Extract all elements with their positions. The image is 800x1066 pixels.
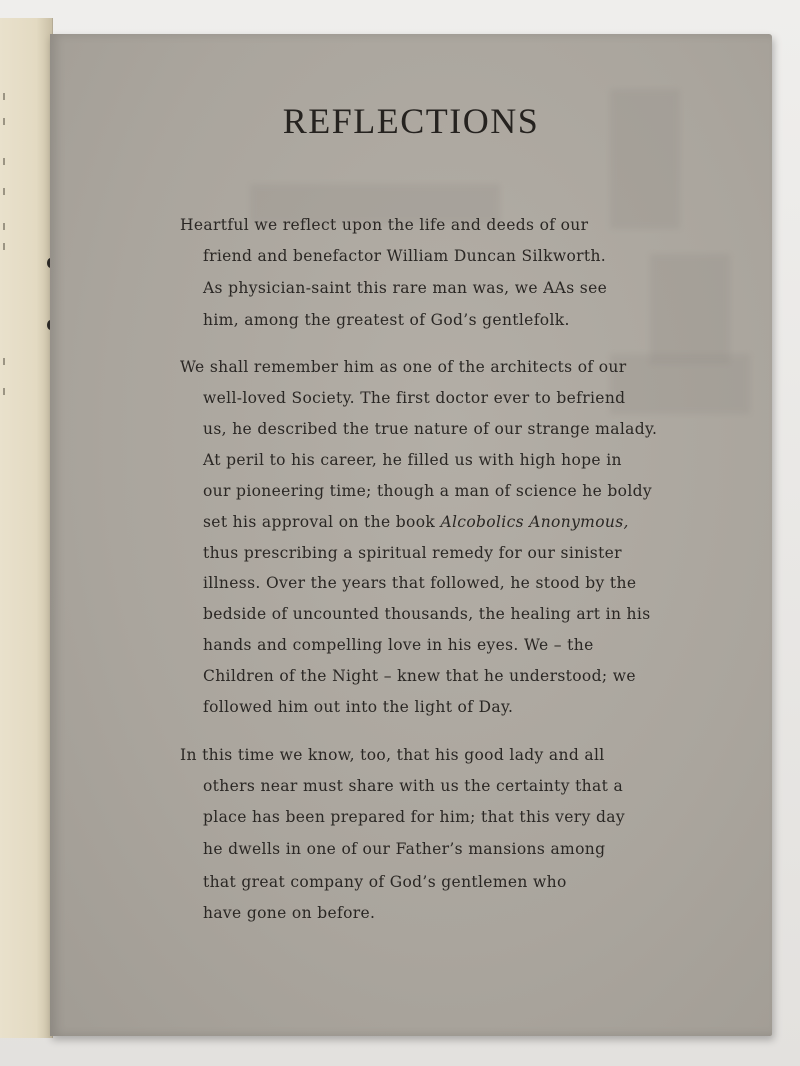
text-line: friend and benefactor William Duncan Silkworth. (203, 247, 607, 265)
text-line: In this time we know, too, that his good lady and all (180, 746, 605, 764)
edge-mark (3, 188, 5, 195)
show-through-shadow (610, 354, 750, 414)
edge-mark (3, 388, 5, 395)
edge-mark (3, 158, 5, 165)
text-line: As physician-saint this rare man was, we AAs see (203, 279, 608, 297)
edge-mark (3, 223, 5, 230)
edge-mark (3, 243, 5, 250)
text-line: have gone on before. (203, 904, 376, 922)
facing-page-edge (0, 18, 53, 1038)
text-line: Heartful we reflect upon the life and deeds of our (180, 216, 589, 234)
text-line: hands and compelling love in his eyes. We – the (203, 636, 594, 654)
text-line: place has been prepared for him; that this very day (203, 808, 625, 826)
edge-mark (3, 93, 5, 100)
text-line: We shall remember him as one of the architects of our (180, 358, 627, 376)
text-line: thus prescribing a spiritual remedy for our sinister (203, 544, 622, 562)
text-line (203, 513, 629, 531)
book-title: Alcobolics Anonymous, (440, 513, 629, 531)
text-line: he dwells in one of our Father’s mansions among (203, 840, 606, 858)
text-line: bedside of uncounted thousands, the healing art in his (203, 605, 651, 623)
edge-mark (3, 358, 5, 365)
text-line: followed him out into the light of Day. (203, 698, 514, 716)
text-line: our pioneering time; though a man of science he boldy (203, 482, 653, 500)
text-line: At peril to his career, he filled us with high hope in (203, 451, 622, 469)
page-title: REFLECTIONS (282, 101, 540, 141)
text-line: Children of the Night – knew that he understood; we (203, 667, 636, 685)
text-line: well-loved Society. The first doctor ever to befriend (203, 389, 626, 407)
show-through-shadow (650, 254, 730, 364)
text-line: illness. Over the years that followed, he stood by the (203, 574, 637, 592)
text-line: us, he described the true nature of our strange malady. (203, 420, 658, 438)
text-line: others near must share with us the certainty that a (203, 777, 624, 795)
text-line-start: set his approval on the book (203, 513, 436, 531)
text-line: him, among the greatest of God’s gentlefolk. (203, 311, 570, 329)
edge-mark (3, 118, 5, 125)
text-line: that great company of God’s gentlemen who (203, 873, 567, 891)
